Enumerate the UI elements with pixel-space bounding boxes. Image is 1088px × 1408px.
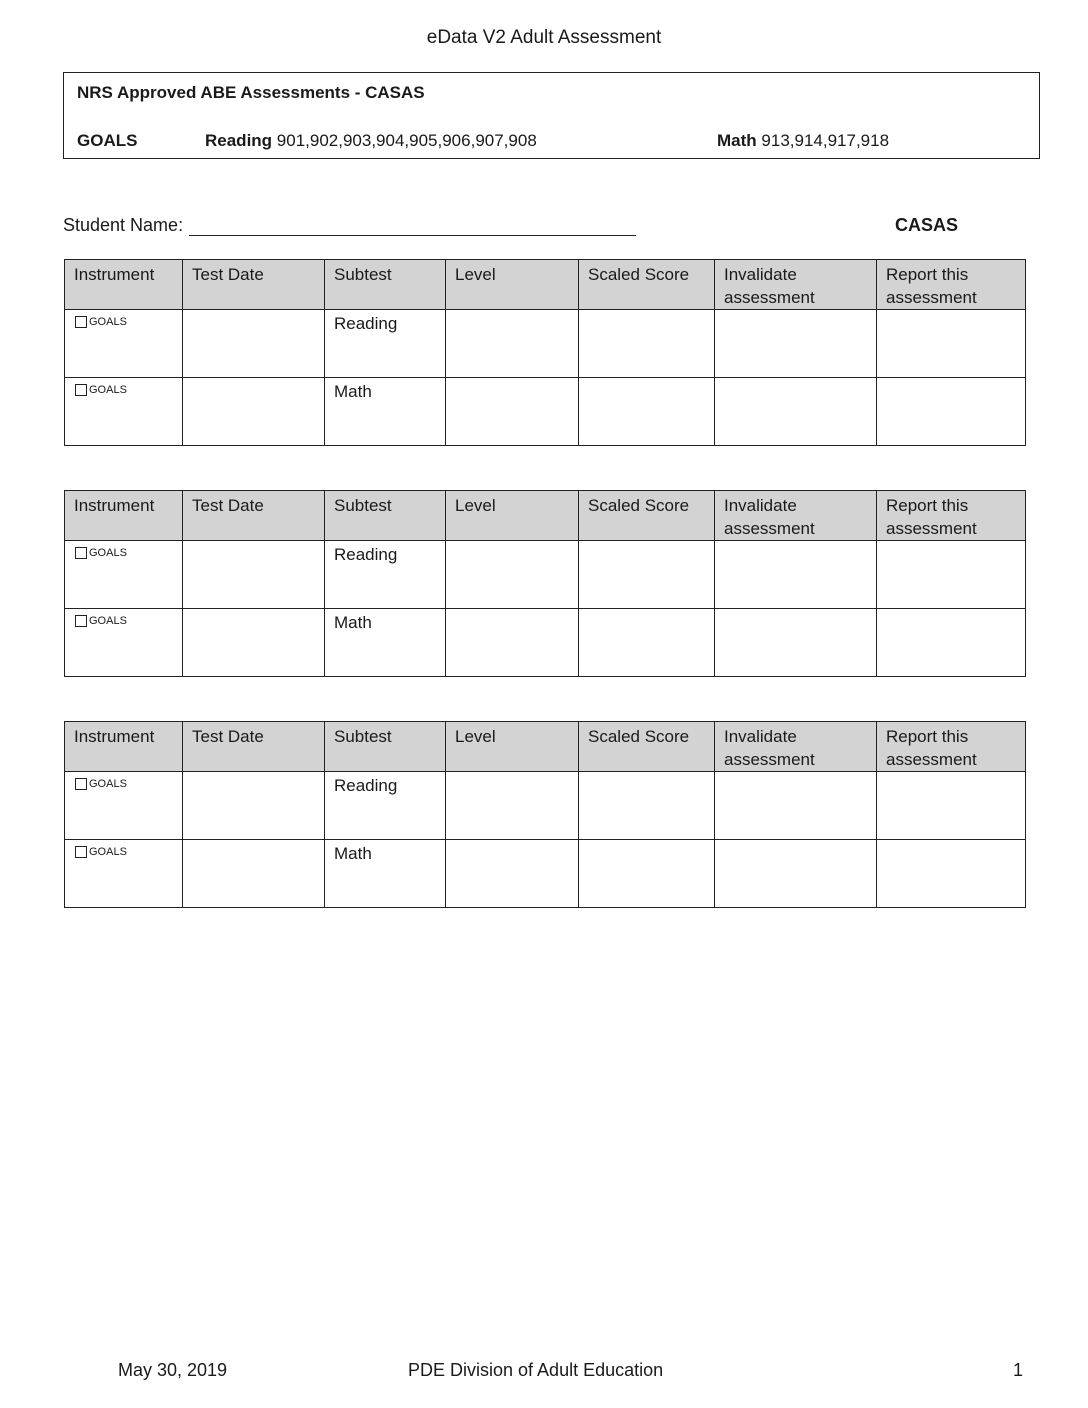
header-scaled-score: Scaled Score (579, 491, 715, 541)
header-level: Level (446, 260, 579, 310)
student-name-field[interactable] (189, 235, 636, 236)
approved-assessments-box (63, 72, 1040, 159)
instrument-cell (65, 378, 183, 446)
goals-checkbox[interactable] (75, 778, 87, 790)
header-report: Report this assessment (877, 722, 1026, 772)
level-cell[interactable] (446, 541, 579, 609)
level-cell[interactable] (446, 609, 579, 677)
instrument-label: GOALS (89, 615, 127, 627)
level-cell[interactable] (446, 378, 579, 446)
table-row (65, 772, 1026, 840)
invalidate-cell[interactable] (715, 609, 877, 677)
assessment-table (64, 259, 1026, 446)
header-invalidate: Invalidate assessment (715, 722, 877, 772)
goals-checkbox[interactable] (75, 846, 87, 858)
header-test-date: Test Date (183, 722, 325, 772)
invalidate-cell[interactable] (715, 378, 877, 446)
instrument-cell (65, 541, 183, 609)
scaled-score-cell[interactable] (579, 840, 715, 908)
reading-label: Reading (205, 131, 273, 150)
report-cell[interactable] (877, 840, 1026, 908)
table-row (65, 378, 1026, 446)
test-date-cell[interactable] (183, 609, 325, 677)
instrument-label: GOALS (89, 846, 127, 858)
level-cell[interactable] (446, 840, 579, 908)
test-date-cell[interactable] (183, 772, 325, 840)
table-header-row (65, 260, 1026, 310)
header-test-date: Test Date (183, 491, 325, 541)
subtest-cell: Math (325, 609, 446, 677)
invalidate-cell[interactable] (715, 310, 877, 378)
header-report: Report this assessment (877, 260, 1026, 310)
header-scaled-score: Scaled Score (579, 260, 715, 310)
header-level: Level (446, 722, 579, 772)
reading-forms-line (205, 131, 537, 151)
scaled-score-cell[interactable] (579, 772, 715, 840)
test-date-cell[interactable] (183, 378, 325, 446)
test-date-cell[interactable] (183, 840, 325, 908)
report-cell[interactable] (877, 772, 1026, 840)
subtest-cell: Reading (325, 310, 446, 378)
table-header-row (65, 722, 1026, 772)
footer-organization: PDE Division of Adult Education (408, 1360, 664, 1380)
assessment-table (64, 721, 1026, 908)
reading-forms: 901,902,903,904,905,906,907,908 (276, 131, 537, 150)
header-report: Report this assessment (877, 491, 1026, 541)
test-date-cell[interactable] (183, 310, 325, 378)
header-subtest: Subtest (325, 260, 446, 310)
math-forms: 913,914,917,918 (761, 131, 890, 150)
table-row (65, 609, 1026, 677)
goals-checkbox[interactable] (75, 384, 87, 396)
instrument-cell (65, 310, 183, 378)
level-cell[interactable] (446, 310, 579, 378)
table-row (65, 310, 1026, 378)
instrument-cell (65, 609, 183, 677)
goals-checkbox[interactable] (75, 547, 87, 559)
header-invalidate: Invalidate assessment (715, 491, 877, 541)
report-cell[interactable] (877, 378, 1026, 446)
header-scaled-score: Scaled Score (579, 722, 715, 772)
subtest-cell: Reading (325, 772, 446, 840)
instrument-cell (65, 772, 183, 840)
footer-date: May 30, 2019 (118, 1360, 228, 1380)
instrument-label: GOALS (89, 778, 127, 790)
goals-checkbox[interactable] (75, 615, 87, 627)
instrument-label: GOALS (89, 384, 127, 396)
table-row (65, 840, 1026, 908)
subtest-cell: Reading (325, 541, 446, 609)
header-instrument: Instrument (65, 491, 183, 541)
math-label: Math (717, 131, 757, 150)
goals-label: GOALS (77, 131, 138, 150)
header-subtest: Subtest (325, 722, 446, 772)
page-number: 1 (1013, 1360, 1024, 1380)
level-cell[interactable] (446, 772, 579, 840)
invalidate-cell[interactable] (715, 772, 877, 840)
table-row (65, 541, 1026, 609)
header-test-date: Test Date (183, 260, 325, 310)
scaled-score-cell[interactable] (579, 609, 715, 677)
test-date-cell[interactable] (183, 541, 325, 609)
scaled-score-cell[interactable] (579, 541, 715, 609)
instrument-label: GOALS (89, 316, 127, 328)
approved-assessments-heading: NRS Approved ABE Assessments - CASAS (77, 83, 425, 102)
subtest-cell: Math (325, 840, 446, 908)
goals-checkbox[interactable] (75, 316, 87, 328)
student-name-label: Student Name: (63, 215, 184, 235)
header-instrument: Instrument (65, 722, 183, 772)
assessment-table (64, 490, 1026, 677)
subtest-cell: Math (325, 378, 446, 446)
scaled-score-cell[interactable] (579, 378, 715, 446)
header-subtest: Subtest (325, 491, 446, 541)
assessment-type-label: CASAS (895, 215, 959, 235)
report-cell[interactable] (877, 310, 1026, 378)
invalidate-cell[interactable] (715, 541, 877, 609)
report-cell[interactable] (877, 541, 1026, 609)
instrument-cell (65, 840, 183, 908)
invalidate-cell[interactable] (715, 840, 877, 908)
scaled-score-cell[interactable] (579, 310, 715, 378)
instrument-label: GOALS (89, 547, 127, 559)
report-cell[interactable] (877, 609, 1026, 677)
document-title: eData V2 Adult Assessment (426, 27, 662, 48)
header-level: Level (446, 491, 579, 541)
math-forms-line (717, 131, 889, 151)
header-invalidate: Invalidate assessment (715, 260, 877, 310)
table-header-row (65, 491, 1026, 541)
header-instrument: Instrument (65, 260, 183, 310)
